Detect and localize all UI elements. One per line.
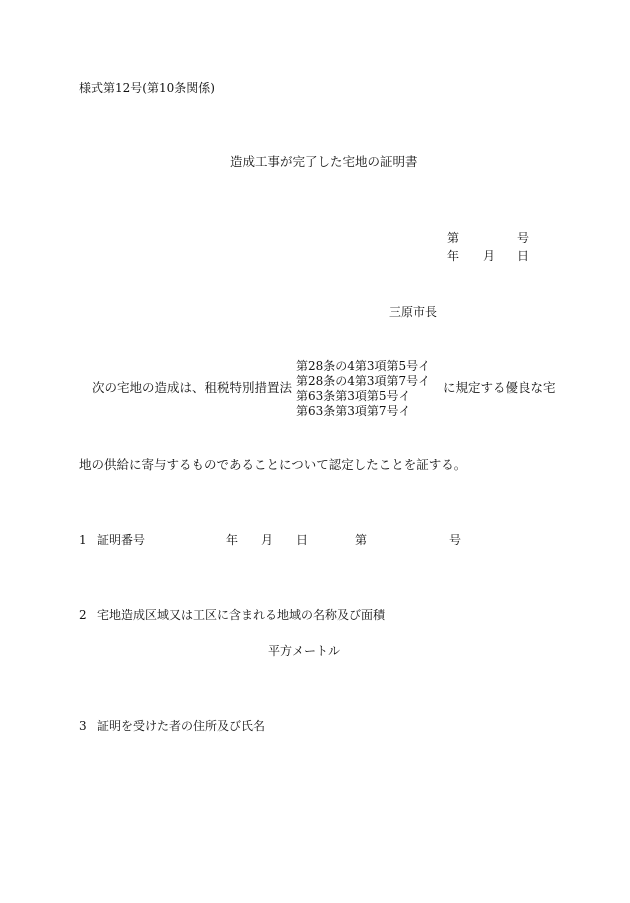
section-number-prefix: 第 [355,533,368,547]
issue-date-month: 月 [483,249,496,263]
issue-date-day: 日 [517,249,530,263]
law-article-list [296,359,430,419]
area-unit: 平方メートル [268,644,341,658]
certificate-number-suffix: 号 [517,231,530,245]
law-article: 第28条の4第3項第5号イ [296,359,431,373]
section-number: 3 [79,719,87,733]
section-date-month: 月 [261,533,274,547]
section-date-day: 日 [296,533,309,547]
law-article: 第28条の4第3項第7号イ [296,374,431,388]
issuer-name: 三原市長 [389,305,438,319]
body-text-line2: 地の供給に寄与するものであることについて認定したことを証する。 [79,457,467,472]
form-number: 様式第12号(第10条関係) [79,81,215,95]
section-date-year: 年 [226,533,239,547]
section-label: 証明番号 [97,533,146,547]
section-number: 1 [79,533,87,547]
issue-date-year: 年 [447,249,460,263]
body-text-suffix: に規定する優良な宅 [443,380,556,395]
section-label: 証明を受けた者の住所及び氏名 [97,719,266,733]
body-text-prefix: 次の宅地の造成は、租税特別措置法 [92,380,293,395]
section-number-suffix: 号 [449,533,462,547]
certificate-number-prefix: 第 [447,231,460,245]
section-label: 宅地造成区域又は工区に含まれる地域の名称及び面積 [97,608,386,622]
section-number: 2 [79,608,87,622]
law-article: 第63条第3項第7号イ [296,404,411,418]
law-article: 第63条第3項第5号イ [296,389,411,403]
document-title: 造成工事が完了した宅地の証明書 [230,154,418,169]
